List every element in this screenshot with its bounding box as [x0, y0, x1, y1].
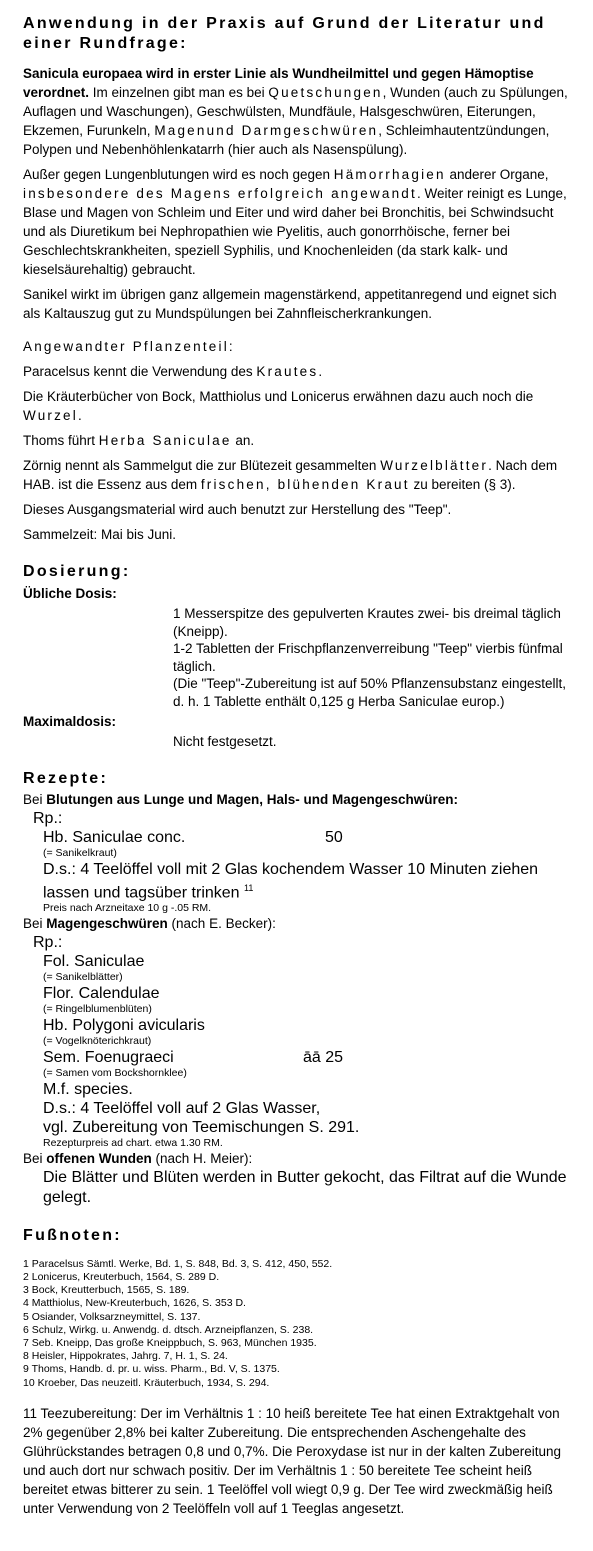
text: an. [231, 433, 255, 448]
spaced-term: Magenund Darmgeschwüren [154, 123, 379, 138]
recipe-mf: M.f. species. [43, 1080, 133, 1098]
text: Bei [23, 915, 47, 931]
dose-line: (Die "Teep"-Zubereitung ist auf 50% Pflanzensubstanz eingestellt, d. h. 1 Tablette enthält 0,125 g Herba Saniculae europ.) [173, 676, 567, 709]
label-uebliche-dosis: Übliche Dosis: [23, 586, 117, 601]
item-note: (= Sanikelblätter) [43, 970, 123, 983]
footnote-item: 10 Kroeber, Das neuzeitl. Kräuterbuch, 1934, S. 294. [23, 1376, 270, 1389]
dose-line: 1 Messerspitze des gepulverten Krautes zwei- bis dreimal täglich (Kneipp). [173, 606, 561, 639]
paragraph-thoms [23, 431, 570, 450]
text: Bei [23, 1150, 47, 1166]
recipe-1-title [23, 791, 570, 809]
spaced-term: Krautes [256, 364, 319, 379]
bold-term: Magengeschwüren [46, 915, 168, 931]
recipe-item: Flor. Calendulae [43, 984, 160, 1002]
text: Die Kräuterbücher von Bock, Matthiolus und Lonicerus erwähnen dazu auch noch die [23, 389, 534, 404]
paragraph-sammelzeit: Sammelzeit: Mai bis Juni. [23, 527, 177, 542]
text: Bei [23, 791, 47, 807]
spaced-term: insbesondere des Magens erfolgreich angewandt [23, 186, 417, 201]
spaced-term: Herba Saniculae [98, 433, 232, 448]
footnote-item: 7 Seb. Kneipp, Das große Kneippbuch, S. 963, München 1935. [23, 1337, 317, 1350]
footnote-item: 8 Heisler, Hippokrates, Jahrg. 7, H. 1, S. 24. [23, 1350, 228, 1363]
recipe-text: Die Blätter und Blüten werden in Butter gekocht, das Filtrat auf die Wunde gelegt. [43, 1168, 567, 1206]
paragraph-sanikel: Sanikel wirkt im übrigen ganz allgemein magenstärkend, appetitanregend und eignet sich als Kaltauszug gut zu Mundspülungen bei Zahnfleischerkrankungen. [23, 287, 557, 321]
footnote-item: 6 Schulz, Wirkg. u. Anwendg. d. dtsch. Arzneipflanzen, S. 238. [23, 1323, 314, 1336]
recipe-3-title [23, 1150, 570, 1168]
paragraph-wundheilmittel [23, 64, 570, 159]
spaced-term: Wurzelblätter [380, 458, 489, 473]
footnote-11: 11 Teezubereitung: Der im Verhältnis 1 : 10 heiß bereitete Tee hat einen Extraktgehalt von 2% gegenüber 2,8% bei kalter Zubereitung. Die entsprechenden Aschengehalte des Glührückstandes betragen 0,8 und 0,7%. Die Peroxydase ist nur in der kalten Zubereitung und auch dort nur schwach positiv. Der im Verhältnis 1 : 50 bereitete Tee scheint heiß bereitet etwas bitterer zu sein. 1 Teelöffel voll wiegt 0,9 g. Der Tee wird zweckmäßig heiß unter Verwendung von 2 Teelöffeln voll auf 1 Teeglas angesetzt. [23, 1405, 562, 1516]
section-heading-dosierung: Dosierung: [23, 563, 131, 580]
text: (nach E. Becker): [167, 915, 276, 931]
spaced-term: Hämorrhagien [333, 167, 446, 182]
recipe-item: Fol. Saniculae [43, 952, 145, 970]
footnote-item: 2 Lonicerus, Kreuterbuch, 1564, S. 289 D. [23, 1271, 220, 1284]
text: anderer Organe, [445, 167, 549, 182]
recipe-item [43, 1048, 570, 1067]
spaced-term: Wurzel [23, 408, 78, 423]
item-note: (= Sanikelkraut) [43, 846, 117, 859]
footnote-ref[interactable]: 11 [244, 882, 254, 893]
section-heading-anwendung: Anwendung in der Praxis auf Grund der Literatur und einer Rundfrage: [23, 15, 546, 52]
price-note: Preis nach Arzneitaxe 10 g -.05 RM. [43, 901, 212, 914]
item-amount: āā 25 [303, 1048, 344, 1066]
text: Paracelsus kennt die Verwendung des [23, 364, 257, 379]
lead-bold: Sanicula europaea wird in erster Linie als Wundheilmittel und gegen Hämoptise verordnet. [23, 66, 534, 100]
label-maximaldosis: Maximaldosis: [23, 714, 117, 729]
paragraph-kraeuterbuecher [23, 387, 570, 425]
text: , Wunden (auch zu Spülungen, Auflagen und Waschungen), Geschwülsten, Mundfäule, Halsgeschwüren, Eiterungen, Ekzemen, Furunkeln, [23, 85, 568, 138]
subheading-pflanzenteil: Angewandter Pflanzenteil: [23, 339, 235, 354]
maximal-value: Nicht festgesetzt. [173, 734, 277, 749]
recipe-ds [43, 860, 570, 902]
bold-term: Blutungen aus Lunge und Magen, Hals- und Magengeschwüren: [46, 791, 459, 807]
paragraph-zoernig [23, 456, 570, 494]
dose-line: 1-2 Tabletten der Frischpflanzenverreibung "Teep" vierbis fünfmal täglich. [173, 641, 563, 674]
item-note: (= Ringelblumenblüten) [43, 1002, 152, 1015]
spaced-term: frischen, blühenden Kraut [200, 477, 410, 492]
section-heading-fussnoten: Fußnoten: [23, 1226, 122, 1244]
text: , Schleimhautentzündungen, Polypen und Nebenhöhlenkatarrh (hier auch als Nasenspülung). [23, 123, 550, 157]
section-heading-rezepte: Rezepte: [23, 769, 109, 787]
item-amount: 50 [325, 828, 343, 846]
price-note: Rezepturpreis ad chart. etwa 1.30 RM. [43, 1136, 223, 1149]
text: . Weiter reinigt es Lunge, Blase und Magen von Schleim und Eiter und wird daher bei Bronchitis, bei Schwindsucht und als Diuretikum bei Nephropathien wie Pyelitis, auch gonorrhöische, ferner bei Geschlechtskrankheiten, speziell Syphilis, und Knochenleiden (da stark kalk- und kieselsäurehaltig) gebraucht. [23, 186, 567, 277]
text: zu bereiten (§ 3). [409, 477, 516, 492]
text: . Nach dem HAB. ist die Essenz aus dem [23, 458, 558, 492]
recipe-item [43, 828, 570, 847]
footnote-item: 1 Paracelsus Sämtl. Werke, Bd. 1, S. 848, Bd. 3, S. 412, 450, 552. [23, 1257, 333, 1270]
item-name: Sem. Foenugraeci [43, 1048, 174, 1066]
rp-label: Rp.: [33, 933, 63, 951]
footnote-list [23, 1258, 570, 1390]
recipe-2-title [23, 915, 570, 933]
footnote-item: 4 Matthiolus, New-Kreuterbuch, 1626, S. 353 D. [23, 1297, 246, 1310]
paragraph-lungenblutungen [23, 165, 570, 279]
rp-label: Rp.: [33, 809, 63, 827]
text: Außer gegen Lungenblutungen wird es noch gegen [23, 167, 334, 182]
paragraph-paracelsus [23, 362, 570, 381]
recipe-ds: D.s.: 4 Teelöffel voll auf 2 Glas Wasser, [43, 1099, 321, 1117]
footnote-item: 3 Bock, Kreutterbuch, 1565, S. 189. [23, 1284, 190, 1297]
text: Im einzelnen gibt man es bei [89, 85, 269, 100]
paragraph-teep: Dieses Ausgangsmaterial wird auch benutzt zur Herstellung des "Teep". [23, 502, 452, 517]
bold-term: offenen Wunden [46, 1150, 152, 1166]
item-note: (= Samen vom Bockshornklee) [43, 1066, 187, 1079]
spaced-term: Quetschungen [268, 85, 383, 100]
text: D.s.: 4 Teelöffel voll mit 2 Glas kochendem Wasser 10 Minuten ziehen lassen und tagsüber trinken [43, 860, 539, 901]
item-name: Hb. Saniculae conc. [43, 828, 186, 846]
text: (nach H. Meier): [151, 1150, 253, 1166]
text: . [318, 364, 323, 379]
text: . [77, 408, 82, 423]
text: Thoms führt [23, 433, 99, 448]
recipe-item: Hb. Polygoni avicularis [43, 1016, 205, 1034]
text: Zörnig nennt als Sammelgut die zur Blütezeit gesammelten [23, 458, 381, 473]
item-note: (= Vogelknöterichkraut) [43, 1034, 152, 1047]
footnote-item: 9 Thoms, Handb. d. pr. u. wiss. Pharm., Bd. V, S. 1375. [23, 1363, 280, 1376]
recipe-ds: vgl. Zubereitung von Teemischungen S. 291. [43, 1118, 360, 1136]
footnote-item: 5 Osiander, Volksarzneymittel, S. 137. [23, 1310, 201, 1323]
dose-list [173, 605, 570, 710]
